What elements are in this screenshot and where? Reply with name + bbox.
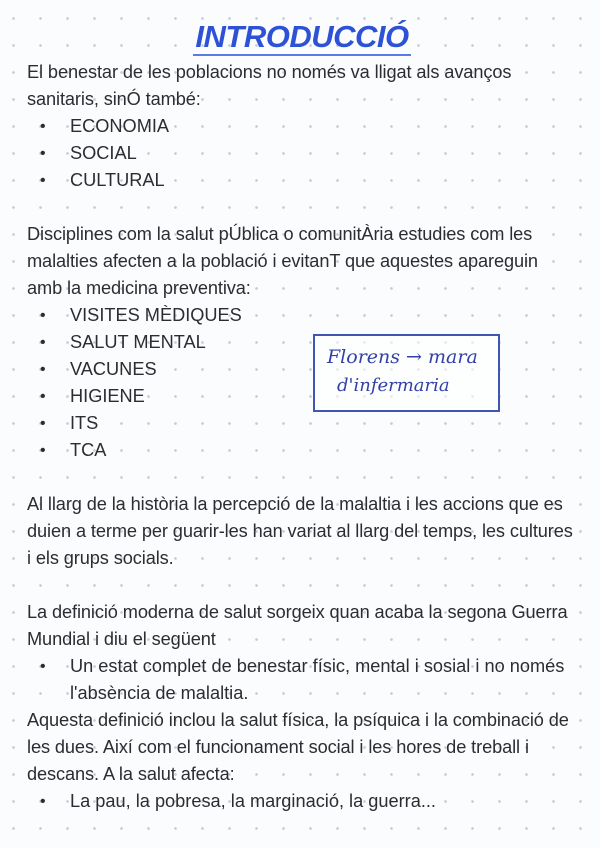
list-item: • ECONOMIA — [27, 113, 577, 140]
handwritten-note — [315, 336, 498, 410]
list-item: • SALUT MENTAL — [27, 329, 577, 356]
definition-list — [27, 653, 577, 707]
list-item: • Un estat complet de benestar físic, mental i sosial i no només l'absència de malaltia. — [27, 653, 577, 707]
list-item: • VISITES MÈDIQUES — [27, 302, 577, 329]
definition-paragraph: La definició moderna de salut sorgeix quan acaba la segona Guerra Mundial i diu el següent — [27, 602, 568, 649]
page-title-text: INTRODUCCIÓ — [195, 19, 409, 54]
effects-list — [27, 788, 577, 815]
history-paragraph: Al llarg de la història la percepció de la malaltia i les accions que es duien a terme per guarir-les han variat al llarg del temps, les cultures i els grups socials. — [27, 494, 573, 568]
handwritten-note-box — [313, 334, 500, 412]
list-item: • ITS — [27, 410, 577, 437]
list-item: • TCA — [27, 437, 577, 464]
definition-paragraph-2: Aquesta definició inclou la salut física, la psíquica i la combinació de les dues. Així com el funcionament social i les hores de treball i descans. A la salut afecta: — [27, 710, 569, 784]
spacer — [27, 464, 577, 491]
page-title — [27, 17, 577, 57]
list-item: • HIGIENE — [27, 383, 577, 410]
handwritten-note-line-1: Florens → mara — [327, 346, 478, 368]
spacer — [27, 572, 577, 599]
handwritten-note-line-2: d'infermaria — [337, 375, 450, 396]
intro-list — [27, 113, 577, 194]
spacer — [27, 194, 577, 221]
list-item: • La pau, la pobresa, la marginació, la guerra... — [27, 788, 577, 815]
note-page — [27, 17, 577, 815]
disciplines-paragraph: Disciplines com la salut pÚblica o comunitÀria estudies com les malalties afecten a la població i evitanT que aquestes apareguin amb la medicina preventiva: — [27, 224, 538, 298]
list-item: • VACUNES — [27, 356, 577, 383]
intro-paragraph: El benestar de les poblacions no només va lligat als avanços sanitaris, sinÓ també: — [27, 62, 512, 109]
list-item: • SOCIAL — [27, 140, 577, 167]
list-item: • CULTURAL — [27, 167, 577, 194]
